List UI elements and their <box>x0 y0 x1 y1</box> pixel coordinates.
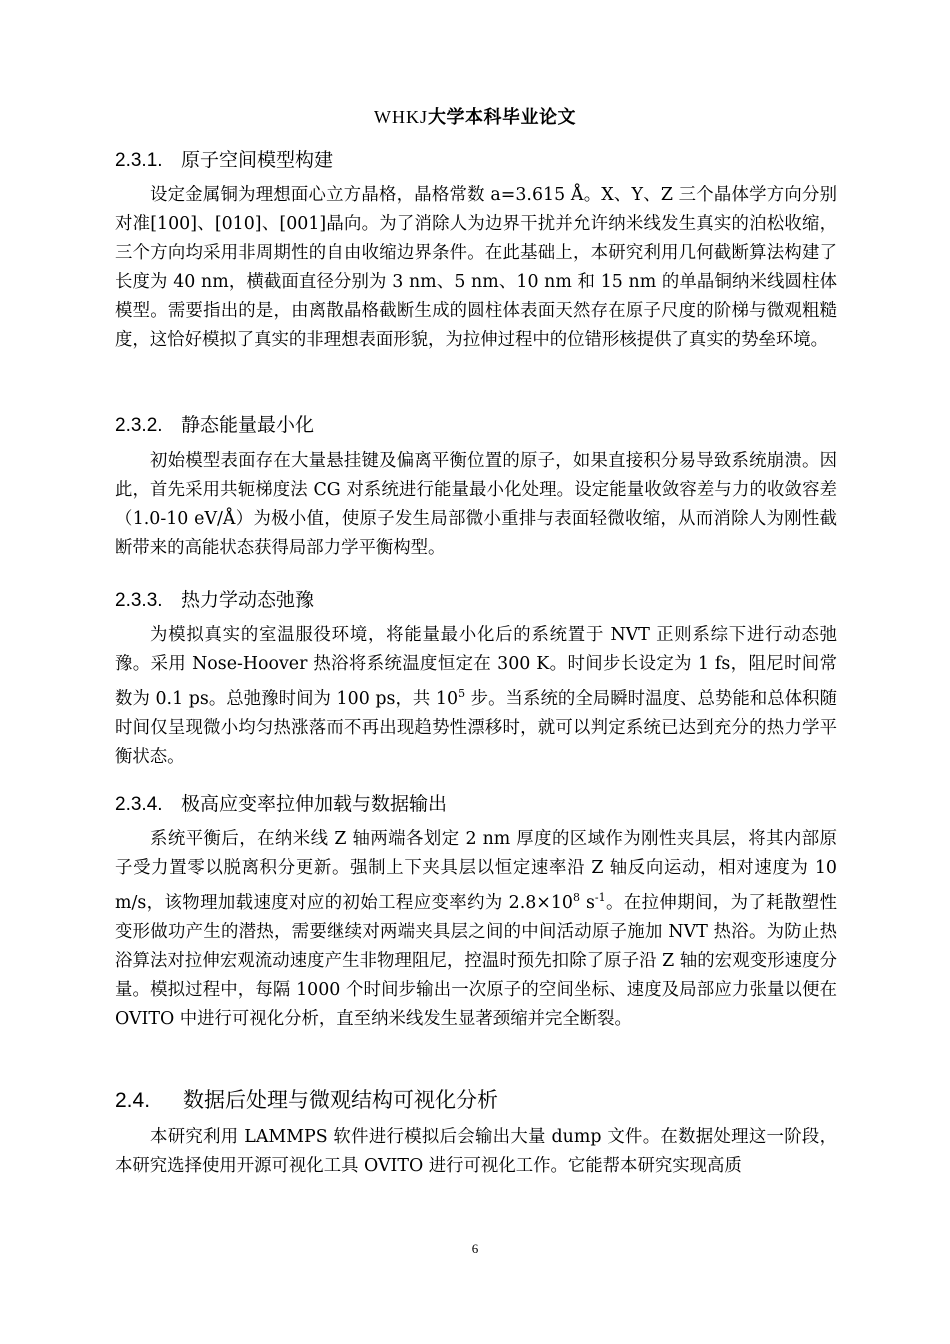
paragraph-text: 为模拟真实的室温服役环境，将能量最小化后的系统置于 NVT 正则系综下进行动态弛豫。采用 Nose-Hoover 热浴将系统温度恒定在 300 K。时间步长设定为 1 fs，阻尼时间常数为 0.1 ps。总弛豫时间为 100 ps，共 10 <box>115 625 837 709</box>
paragraph-2-3-4 <box>115 825 837 1034</box>
section-number: 2.3.2. <box>115 415 163 436</box>
superscript: 5 <box>458 687 466 700</box>
section-title: 静态能量最小化 <box>181 414 315 436</box>
paragraph-text: 系统平衡后，在纳米线 Z 轴两端各划定 2 nm 厚度的区域作为刚性夹具层，将其内部原子受力置零以脱离积分更新。强制上下夹具层以恒定速率沿 Z 轴反向运动，相对速度为 10 m/s，该物理加载速度对应的初始工程应变率约为 2.8×10 <box>115 829 837 913</box>
paragraph-2-3-1: 设定金属铜为理想面心立方晶格，晶格常数 a=3.615 Å。X、Y、Z 三个晶体学方向分别对准[100]、[010]、[001]晶向。为了消除人为边界干扰并允许纳米线发生真实的泊松收缩，三个方向均采用非周期性的自由收缩边界条件。在此基础上，本研究利用几何截断算法构建了长度为 40 nm，横截面直径分别为 3 nm、5 nm、10 nm 和 15 nm 的单晶铜纳米线圆柱体模型。需要指出的是，由离散晶格截断生成的圆柱体表面天然存在原子尺度的阶梯与微观粗糙度，这恰好模拟了真实的非理想表面形貌，为拉伸过程中的位错形核提供了真实的势垒环境。 <box>115 185 837 350</box>
running-header <box>0 104 950 131</box>
paragraph-2-4: 本研究利用 LAMMPS 软件进行模拟后会输出大量 dump 文件。在数据处理这一阶段，本研究选择使用开源可视化工具 OVITO 进行可视化工作。它能帮本研究实现高质 <box>115 1127 837 1176</box>
superscript: -1 <box>594 891 606 904</box>
section-title: 原子空间模型构建 <box>181 149 334 171</box>
paragraph-text: 。在拉伸期间，为了耗散塑性变形做功产生的潜热，需要继续对两端夹具层之间的中间活动原子施加 NVT 热浴。为防止热浴算法对拉伸宏观流动速度产生非物理阻尼，控温时预先扣除了原子沿 Z 轴的宏观变形速度分量。模拟过程中，每隔 1000 个时间步输出一次原子的空间坐标、速度及局部应力张量以便在 OVITO 中进行可视化分析，直至纳米线发生显著颈缩并完全断裂。 <box>115 892 837 1029</box>
header-latin: WHKJ <box>374 107 428 127</box>
paragraph-text: 步。当系统的全局瞬时温度、总势能和总体积随时间仅呈现微小均匀热涨落而不再出现趋势性漂移时，就可以判定系统已达到充分的热力学平衡状态。 <box>115 688 837 767</box>
section-number: 2.3.1. <box>115 150 163 171</box>
paragraph-text: s <box>580 892 595 913</box>
section-number: 2.3.4. <box>115 794 163 815</box>
section-heading-2-3-3 <box>115 588 314 613</box>
section-title: 数据后处理与微观结构可视化分析 <box>183 1088 498 1112</box>
page-number: 6 <box>471 1241 479 1256</box>
superscript: 8 <box>573 891 580 904</box>
section-title: 热力学动态弛豫 <box>181 589 315 611</box>
section-number: 2.3.3. <box>115 590 163 611</box>
section-heading-2-3-4 <box>115 792 447 817</box>
section-number: 2.4. <box>115 1089 151 1112</box>
header-title: 大学本科毕业论文 <box>428 107 576 128</box>
paragraph-2-3-2: 初始模型表面存在大量悬挂键及偏离平衡位置的原子，如果直接积分易导致系统崩溃。因此，首先采用共轭梯度法 CG 对系统进行能量最小化处理。设定能量收敛容差与力的收敛容差（1.0-10 eV/Å）为极小值，使原子发生局部微小重排与表面轻微收缩，从而消除人为刚性截断带来的高能状态获得局部力学平衡构型。 <box>115 451 837 558</box>
section-heading-2-3-2 <box>115 413 314 438</box>
paragraph-2-3-3 <box>115 621 837 772</box>
section-title: 极高应变率拉伸加载与数据输出 <box>181 793 448 815</box>
section-heading-2-4 <box>115 1087 498 1114</box>
section-heading-2-3-1 <box>115 148 333 173</box>
